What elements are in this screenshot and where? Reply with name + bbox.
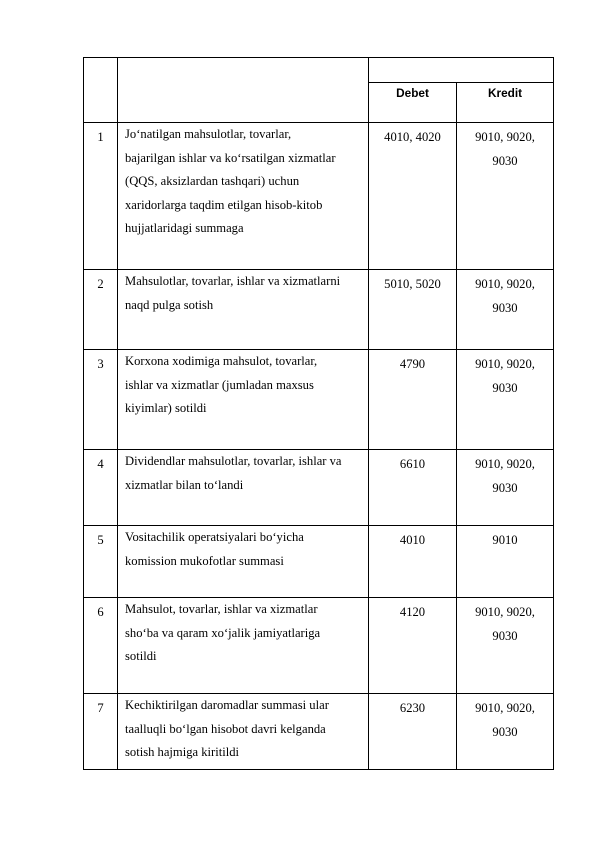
table-row (84, 526, 554, 598)
kredit-cell (457, 450, 554, 526)
row-number-cell (84, 350, 118, 450)
table-row (84, 598, 554, 694)
row-number-cell (84, 123, 118, 270)
header-desc-cell (118, 58, 369, 123)
debet-cell (369, 598, 457, 694)
debet-header: Debet (396, 86, 429, 100)
description-line: komission mukofotlar summasi (125, 553, 284, 568)
kredit-cell (457, 350, 554, 450)
description-cell (118, 694, 369, 770)
row-number-cell (84, 270, 118, 350)
kredit-value-line: 9030 (492, 724, 518, 739)
description-line: naqd pulga sotish (125, 297, 214, 312)
header-accounts-group-cell (369, 58, 554, 83)
row-number: 3 (97, 357, 104, 371)
kredit-value-line: 9010, 9020, (475, 357, 535, 371)
description-line: Mahsulot, tovarlar, ishlar va xizmatlar (125, 602, 318, 616)
description-line: ishlar va xizmatlar (jumladan maxsus (125, 377, 314, 392)
table-row (84, 123, 554, 270)
accounting-entries-table (83, 57, 554, 770)
kredit-value-line: 9030 (492, 628, 518, 643)
kredit-value-line: 9030 (492, 480, 518, 495)
row-number: 1 (97, 130, 104, 144)
debet-value: 4010 (399, 533, 426, 547)
description-cell (118, 450, 369, 526)
kredit-cell (457, 270, 554, 350)
kredit-value-line: 9030 (492, 153, 518, 168)
debet-value: 5010, 5020 (384, 277, 441, 291)
debet-cell (369, 270, 457, 350)
description-line: Jo‘natilgan mahsulotlar, tovarlar, (125, 127, 292, 141)
debet-value: 4010, 4020 (384, 130, 441, 144)
kredit-value-line: 9010, 9020, (475, 277, 535, 291)
row-number: 4 (97, 457, 104, 471)
row-number: 2 (97, 277, 104, 291)
kredit-cell (457, 123, 554, 270)
kredit-value-line: 9010, 9020, (475, 130, 535, 144)
description-line: hujjatlaridagi summaga (125, 221, 244, 235)
kredit-value-line: 9010, 9020, (475, 457, 535, 471)
kredit-value-line: 9030 (492, 380, 518, 395)
description-cell (118, 270, 369, 350)
table-row (84, 350, 554, 450)
description-line: sotildi (125, 649, 157, 663)
description-line: Korxona xodimiga mahsulot, tovarlar, (125, 354, 318, 368)
table-row (84, 270, 554, 350)
row-number: 5 (97, 533, 104, 547)
kredit-value-line: 9010 (492, 533, 518, 547)
description-line: xizmatlar bilan to‘landi (125, 477, 244, 492)
description-cell (118, 598, 369, 694)
debet-cell (369, 350, 457, 450)
row-number: 6 (97, 605, 104, 619)
kredit-value-line: 9010, 9020, (475, 605, 535, 619)
header-debet-cell (369, 83, 457, 123)
kredit-value-line: 9030 (492, 300, 518, 315)
description-cell (118, 350, 369, 450)
debet-cell (369, 526, 457, 598)
debet-value: 4120 (399, 605, 426, 619)
debet-value: 6230 (399, 701, 426, 715)
header-num-cell (84, 58, 118, 123)
table-row (84, 694, 554, 770)
row-number-cell (84, 526, 118, 598)
description-cell (118, 123, 369, 270)
description-cell (118, 526, 369, 598)
row-number-cell (84, 598, 118, 694)
row-number-cell (84, 694, 118, 770)
debet-cell (369, 694, 457, 770)
description-line: xaridorlarga taqdim etilgan hisob-kitob (125, 197, 323, 212)
debet-value: 4790 (399, 357, 426, 371)
description-line: sho‘ba va qaram xo‘jalik jamiyatlariga (125, 625, 321, 640)
description-line: Mahsulotlar, tovarlar, ishlar va xizmatlarni (125, 274, 341, 288)
kredit-cell (457, 694, 554, 770)
header-kredit-cell (457, 83, 554, 123)
kredit-header: Kredit (487, 86, 523, 100)
description-line: taalluqli bo‘lgan hisobot davri kelganda (125, 721, 326, 736)
table-row (84, 450, 554, 526)
debet-value: 6610 (399, 457, 426, 471)
kredit-value-line: 9010, 9020, (475, 701, 535, 715)
debet-cell (369, 123, 457, 270)
row-number-cell (84, 450, 118, 526)
header-row-top (84, 58, 554, 83)
description-line: Kechiktirilgan daromadlar summasi ular (125, 698, 329, 712)
description-line: kiyimlar) sotildi (125, 401, 207, 415)
description-line: Vositachilik operatsiyalari bo‘yicha (125, 530, 304, 544)
description-line: sotish hajmiga kiritildi (125, 745, 240, 759)
description-line: (QQS, aksizlardan tashqari) uchun (125, 174, 300, 188)
description-line: bajarilgan ishlar va ko‘rsatilgan xizmatlar (125, 150, 336, 165)
kredit-cell (457, 598, 554, 694)
kredit-cell (457, 526, 554, 598)
row-number: 7 (97, 701, 104, 715)
debet-cell (369, 450, 457, 526)
description-line: Dividendlar mahsulotlar, tovarlar, ishlar va (125, 454, 342, 468)
